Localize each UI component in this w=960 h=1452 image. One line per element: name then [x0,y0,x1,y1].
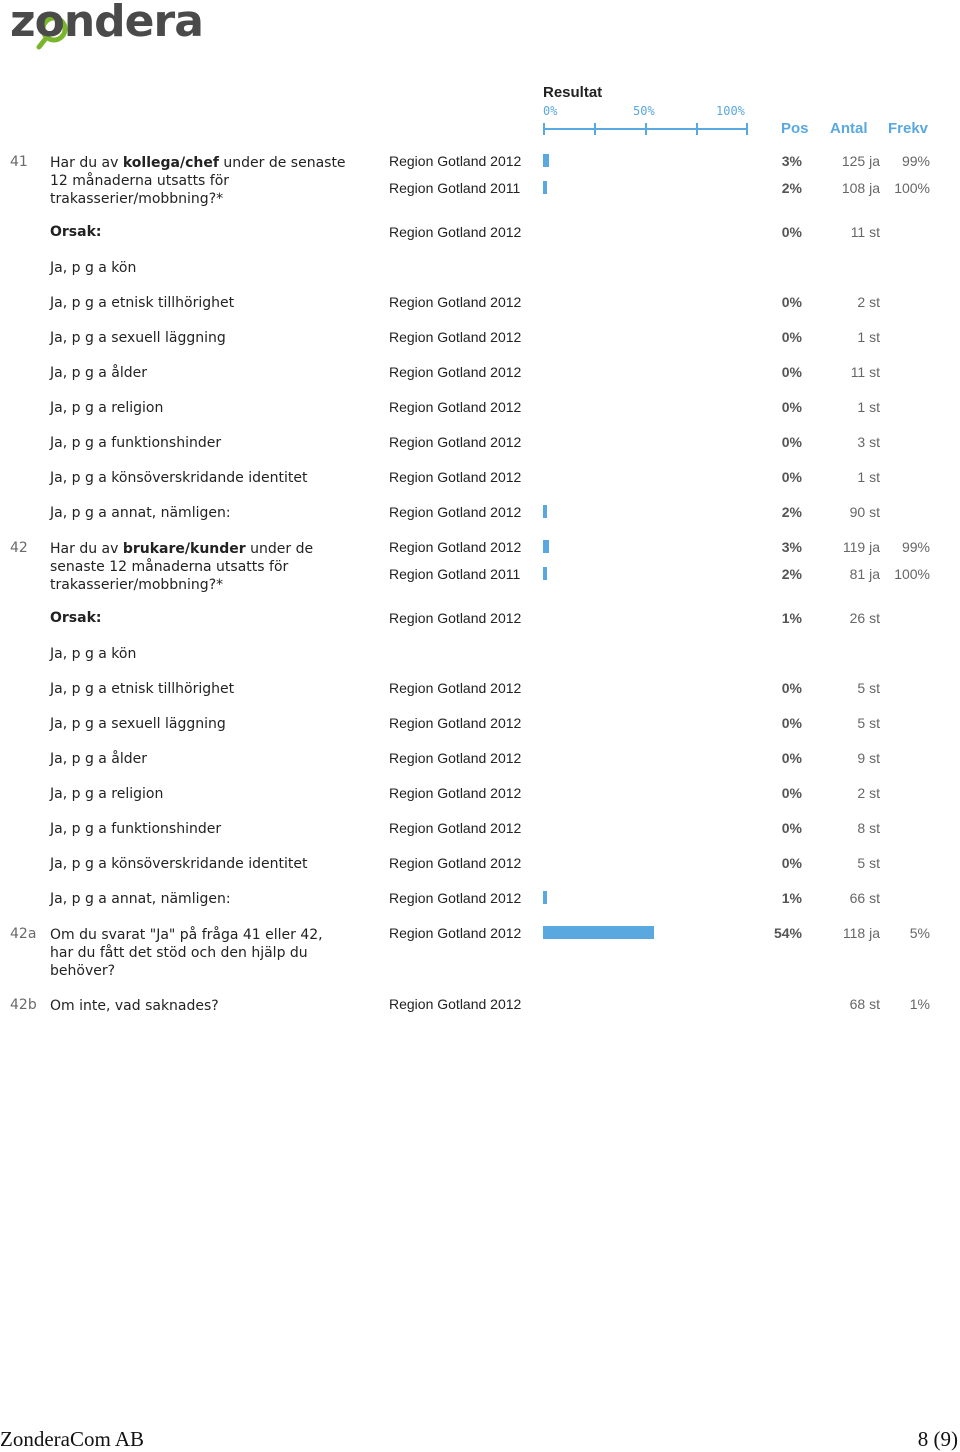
scale-tick [746,123,748,135]
region-label: Region Gotland 2012 [389,890,522,906]
antal-value: 81 ja [849,566,880,582]
region-label: Region Gotland 2012 [389,504,522,520]
region-label: Region Gotland 2012 [389,224,522,240]
reason-label: Ja, p g a könsöverskridande identitet [50,856,308,872]
reason-label: Ja, p g a sexuell läggning [50,716,226,732]
question-text-bold: kollega/chef [122,155,219,171]
question-text: Om inte, vad saknades? [50,998,219,1014]
frekv-value: 1% [909,996,930,1012]
antal-value: 125 ja [841,153,880,169]
question-number: 42 [10,540,28,556]
frekv-value: 99% [901,539,930,555]
pos-value: 2% [781,180,802,196]
region-label: Region Gotland 2012 [389,469,522,485]
reason-label: Ja, p g a kön [50,260,137,276]
antal-value: 2 st [857,785,880,801]
reason-label: Ja, p g a könsöverskridande identitet [50,470,308,486]
pos-value: 2% [781,566,802,582]
antal-value: 90 st [849,504,880,520]
scale-label-50: 50% [633,104,655,118]
pos-value: 0% [781,224,802,240]
pos-value: 0% [781,364,802,380]
antal-value: 108 ja [841,180,880,196]
footer-company: ZonderaCom AB [0,1427,145,1451]
antal-value: 68 st [849,996,880,1012]
reason-label: Ja, p g a annat, nämligen: [50,505,231,521]
pos-value: 0% [781,294,802,310]
question-number: 42a [10,926,37,942]
frekv-value: 100% [894,180,930,196]
reason-label: Ja, p g a sexuell läggning [50,330,226,346]
antal-value: 11 st [850,364,880,380]
result-bar [543,154,549,167]
region-label: Region Gotland 2012 [389,925,522,941]
region-label: Region Gotland 2012 [389,434,522,450]
antal-value: 119 ja [842,539,880,555]
antal-value: 118 ja [842,925,880,941]
pos-value: 0% [781,855,802,871]
antal-value: 11 st [850,224,880,240]
scale-tick [543,123,545,135]
reason-label: Ja, p g a kön [50,646,137,662]
reason-label: Ja, p g a etnisk tillhörighet [50,681,235,697]
antal-value: 2 st [857,294,880,310]
footer-page-number: 8 (9) [917,1427,958,1451]
pos-value: 0% [781,434,802,450]
orsak-label: Orsak: [50,224,102,240]
frekv-value: 5% [909,925,930,941]
antal-value: 1 st [857,399,880,415]
reason-label: Ja, p g a ålder [50,365,148,381]
region-label: Region Gotland 2012 [389,680,522,696]
question-text-post: under de senaste 12 månaderna utsatts för trakasserier/mobbning?* [50,155,346,207]
reason-label: Ja, p g a funktionshinder [50,821,222,837]
question-text-pre: Har du av [50,155,123,171]
pos-value: 0% [781,785,802,801]
pos-value: 0% [781,680,802,696]
region-label: Region Gotland 2012 [389,820,522,836]
reason-label: Ja, p g a religion [50,400,164,416]
question-text-post: under de senaste 12 månaderna utsatts för trakasserier/mobbning?* [50,541,314,593]
resultat-heading: Resultat [543,84,603,101]
pos-value: 54% [773,925,802,941]
pos-value: 0% [781,399,802,415]
column-header-pos: Pos [781,120,809,137]
pos-value: 3% [781,153,802,169]
region-label: Region Gotland 2012 [389,996,522,1012]
antal-value: 66 st [849,890,880,906]
orsak-label: Orsak: [50,610,102,626]
column-header-frekv: Frekv [888,120,929,137]
pos-value: 2% [781,504,802,520]
pos-value: 0% [781,750,802,766]
result-bar [543,505,547,518]
antal-value: 8 st [857,820,880,836]
result-bar [543,540,549,553]
pos-value: 3% [781,539,802,555]
result-bar [543,891,547,904]
reason-label: Ja, p g a etnisk tillhörighet [50,295,235,311]
antal-value: 5 st [857,855,880,871]
question-text [50,154,350,208]
antal-value: 5 st [857,680,880,696]
pos-value: 0% [781,329,802,345]
question-text-pre: Har du av [50,541,123,557]
reason-label: Ja, p g a funktionshinder [50,435,222,451]
result-bar [543,181,547,194]
region-label: Region Gotland 2012 [389,329,522,345]
scale-tick [645,123,647,135]
antal-value: 5 st [857,715,880,731]
region-label: Region Gotland 2012 [389,399,522,415]
reason-label: Ja, p g a religion [50,786,164,802]
region-label: Region Gotland 2012 [389,364,522,380]
region-label: Region Gotland 2012 [389,785,522,801]
frekv-value: 99% [901,153,930,169]
pos-value: 0% [781,715,802,731]
zondera-logo [10,2,210,54]
region-label: Region Gotland 2012 [389,855,522,871]
region-label: Region Gotland 2012 [389,539,522,555]
result-bar [543,926,654,939]
antal-value: 1 st [857,329,880,345]
pos-value: 1% [781,610,802,626]
antal-value: 9 st [857,750,880,766]
question-text: Om du svarat "Ja" på fråga 41 eller 42, har du fått det stöd och den hjälp du behöver? [50,927,323,979]
antal-value: 26 st [849,610,880,626]
result-bar [543,567,547,580]
pos-value: 0% [781,820,802,836]
reason-label: Ja, p g a ålder [50,751,148,767]
region-label: Region Gotland 2012 [389,153,522,169]
region-label: Region Gotland 2012 [389,715,522,731]
scale-label-0: 0% [543,104,558,118]
antal-value: 1 st [857,469,880,485]
region-label: Region Gotland 2011 [389,566,521,582]
question-number: 42b [10,997,37,1013]
region-label: Region Gotland 2012 [389,294,522,310]
column-header-antal: Antal [830,120,868,137]
question-text [50,540,350,594]
question-text-bold: brukare/kunder [122,541,246,557]
pos-value: 1% [781,890,802,906]
frekv-value: 100% [894,566,930,582]
reason-label: Ja, p g a annat, nämligen: [50,891,231,907]
scale-tick [696,123,698,135]
pos-value: 0% [781,469,802,485]
region-label: Region Gotland 2012 [389,750,522,766]
antal-value: 3 st [857,434,880,450]
question-number: 41 [10,154,28,170]
region-label: Region Gotland 2012 [389,610,522,626]
logo-text: zondera [10,0,203,47]
scale-label-100: 100% [716,104,745,118]
scale-tick [594,123,596,135]
region-label: Region Gotland 2011 [389,180,521,196]
